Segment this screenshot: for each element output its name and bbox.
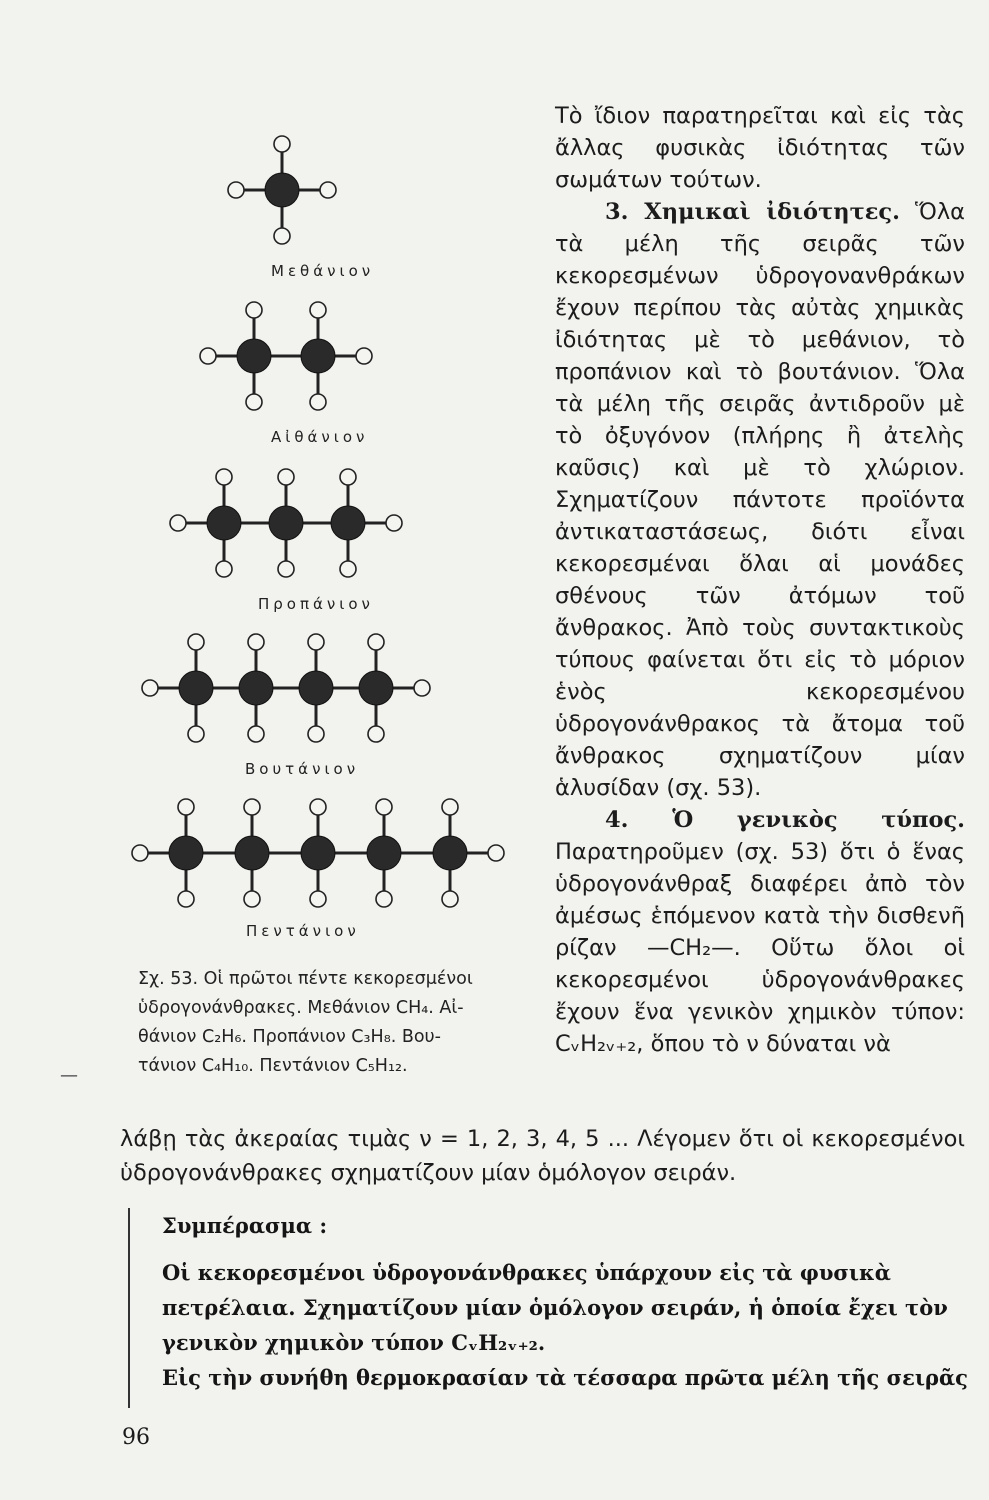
caption-line: θάνιον C₂H₆. Προπάνιον C₃H₈. Βου-: [138, 1027, 441, 1047]
carbon-atom: [301, 836, 335, 870]
label-butane: Βουτάνιον: [245, 760, 360, 778]
hydrogen-atom: [308, 634, 324, 650]
carbon-atom: [299, 671, 333, 705]
section-body-chemical: Ὅλα τὰ μέλη τῆς σειρᾶς τῶν κεκορεσμένων ὑδρογονανθράκων ἔχουν περίπου τὰς αὐτὰς χημικὰς ἰδιότητας μὲ τὸ μεθάνιον, τὸ προπάνιον καὶ τὸ βουτάνιον. Ὅλα τὰ μέλη τῆς σειρᾶς ἀντιδροῦν μὲ τὸ ὀξυγόνον (πλήρης ἢ ἀτελὴς καῦσις) καὶ μὲ τὸ χλώριον. Σχηματίζουν πάντοτε προϊόντα ἀντικαταστάσεως, διότι εἶναι κεκορεσμέναι ὅλαι αἱ μονάδες σθένους τῶν ἀτόμων τοῦ ἄνθρακος. Ἀπὸ τοὺς συντακτικοὺς τύπους φαίνεται ὅτι εἰς τὸ μόριον ἑνὸς κεκορεσμένου ὑδρογονάνθρακος τὰ ἄτομα τοῦ ἄνθρακος σχηματίζουν μίαν ἁλυσίδαν (σχ. 53).: [555, 199, 966, 801]
hydrogen-atom: [170, 515, 186, 531]
hydrogen-atom: [442, 891, 458, 907]
caption-line: Σχ. 53. Οἱ πρῶτοι πέντε κεκορεσμένοι: [138, 969, 473, 989]
paragraph-general-formula: [555, 804, 965, 1060]
molecule-diagrams: [100, 120, 540, 930]
hydrogen-atom: [200, 348, 216, 364]
label-pentane: Πεντάνιον: [246, 922, 360, 940]
hydrogen-atom: [442, 799, 458, 815]
hydrogen-atom: [278, 561, 294, 577]
carbon-atom: [237, 339, 271, 373]
molecule-figure: [100, 120, 540, 940]
section-heading-general: 4. Ὁ γενικὸς τύπος.: [605, 807, 965, 833]
full-width-paragraph: λάβῃ τὰς ἀκεραίας τιμὰς ν = 1, 2, 3, 4, 5 ... Λέγομεν ὅτι οἱ κεκορεσμένοι ὑδρογονάνθρακες σχηματίζουν μίαν ὁμόλογον σειράν.: [120, 1126, 965, 1186]
hydrogen-atom: [414, 680, 430, 696]
hydrogen-atom: [278, 469, 294, 485]
paragraph-chemical-properties: [555, 196, 965, 804]
hydrogen-atom: [356, 348, 372, 364]
section-heading-chemical: 3. Χημικαὶ ἰδιότητες.: [605, 199, 900, 225]
label-methane: Μεθάνιον: [271, 262, 375, 280]
carbon-atom: [179, 671, 213, 705]
carbon-atom: [301, 339, 335, 373]
margin-mark: —: [60, 1065, 78, 1086]
hydrogen-atom: [244, 799, 260, 815]
hydrogen-atom: [246, 394, 262, 410]
carbon-atom: [169, 836, 203, 870]
hydrogen-atom: [308, 726, 324, 742]
hydrogen-atom: [178, 799, 194, 815]
hydrogen-atom: [216, 561, 232, 577]
hydrogen-atom: [310, 302, 326, 318]
hydrogen-atom: [340, 561, 356, 577]
summary-heading: Συμπέρασμα :: [162, 1213, 328, 1238]
carbon-atom: [367, 836, 401, 870]
carbon-atom: [331, 506, 365, 540]
hydrogen-atom: [386, 515, 402, 531]
summary-line: Οἱ κεκορεσμένοι ὑδρογονάνθρακες ὑπάρχουν εἰς τὰ φυσικὰ πετρέλαια. Σχηματίζουν μίαν ὁμόλογον σειράν, ἡ ὁποία ἔχει τὸν γενικὸν χημικὸν τύπον CᵥH₂ᵥ₊₂.: [162, 1260, 948, 1355]
figure-caption: [138, 965, 528, 1081]
caption-line: ὑδρογονάνθρακες. Μεθάνιον CH₄. Αἰ-: [138, 998, 464, 1018]
hydrogen-atom: [178, 891, 194, 907]
hydrogen-atom: [310, 891, 326, 907]
carbon-atom: [235, 836, 269, 870]
hydrogen-atom: [228, 182, 244, 198]
hydrogen-atom: [244, 891, 260, 907]
paragraph-physical-properties: Τὸ ἴδιον παρατηρεῖται καὶ εἰς τὰς ἄλλας φυσικὰς ἰδιότητας τῶν σωμάτων τούτων.: [555, 103, 965, 193]
hydrogen-atom: [248, 726, 264, 742]
section-body-general: Παρατηροῦμεν (σχ. 53) ὅτι ὁ ἕνας ὑδρογονάνθραξ διαφέρει ἀπὸ τὸν ἀμέσως ἑπόμενον κατὰ τὴν δισθενῆ ρίζαν —CH₂—. Οὕτω ὅλοι οἱ κεκορεσμένοι ὑδρογονάνθρακες ἔχουν ἕνα γενικὸν χημικὸν τύπον: CᵥH₂ᵥ₊₂, ὅπου τὸ ν δύναται νὰ: [555, 839, 965, 1057]
hydrogen-atom: [142, 680, 158, 696]
hydrogen-atom: [188, 726, 204, 742]
hydrogen-atom: [188, 634, 204, 650]
hydrogen-atom: [340, 469, 356, 485]
hydrogen-atom: [310, 394, 326, 410]
summary-line: Εἰς τὴν συνήθη θερμοκρασίαν τὰ τέσσαρα πρῶτα μέλη τῆς σειρᾶς: [162, 1365, 968, 1390]
hydrogen-atom: [216, 469, 232, 485]
hydrogen-atom: [248, 634, 264, 650]
hydrogen-atom: [376, 799, 392, 815]
carbon-atom: [433, 836, 467, 870]
hydrogen-atom: [132, 845, 148, 861]
hydrogen-atom: [488, 845, 504, 861]
page-number: 96: [122, 1425, 150, 1450]
caption-line: τάνιον C₄H₁₀. Πεντάνιον C₅H₁₂.: [138, 1056, 408, 1076]
label-ethane: Αἰθάνιον: [271, 428, 369, 446]
carbon-atom: [239, 671, 273, 705]
right-column-text: [555, 100, 965, 1060]
carbon-atom: [359, 671, 393, 705]
hydrogen-atom: [368, 634, 384, 650]
carbon-atom: [265, 173, 299, 207]
hydrogen-atom: [274, 136, 290, 152]
hydrogen-atom: [310, 799, 326, 815]
hydrogen-atom: [246, 302, 262, 318]
hydrogen-atom: [320, 182, 336, 198]
carbon-atom: [207, 506, 241, 540]
carbon-atom: [269, 506, 303, 540]
hydrogen-atom: [368, 726, 384, 742]
summary-box: [128, 1208, 978, 1408]
label-propane: Προπάνιον: [258, 595, 374, 613]
hydrogen-atom: [274, 228, 290, 244]
hydrogen-atom: [376, 891, 392, 907]
